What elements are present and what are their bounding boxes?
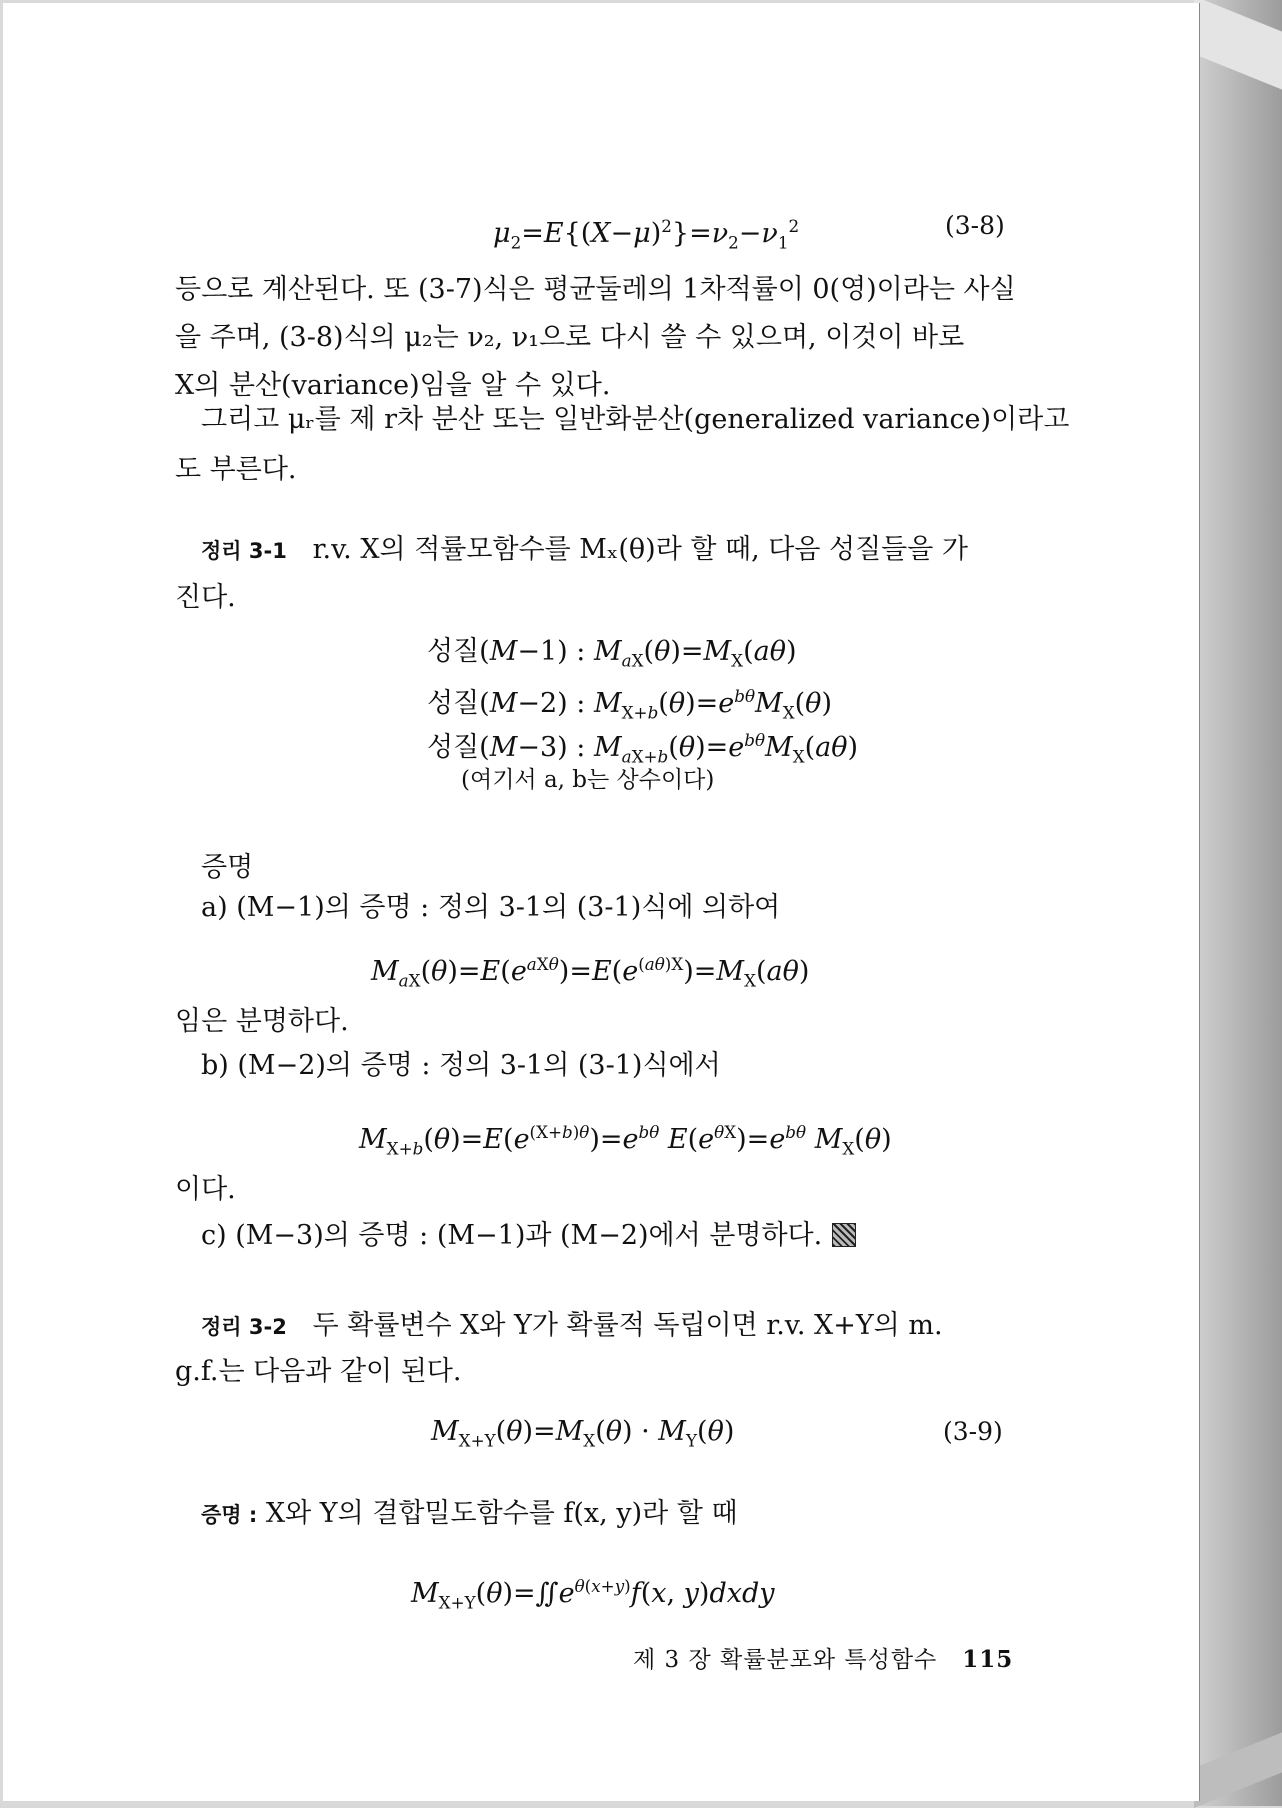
proof-1-c-line: c) (M−3)의 증명 : (M−1)과 (M−2)에서 분명하다. bbox=[201, 1220, 823, 1251]
theorem-3-1-line-1: r.v. X의 적률모함수를 Mₓ(θ)라 할 때, 다음 성질들을 가 bbox=[312, 534, 969, 565]
chapter-title: 제 3 장 확률분포와 특성함수 bbox=[633, 1647, 938, 1673]
proof-2-label: 증명 : bbox=[201, 1503, 258, 1527]
proof-1-b-equation: $M_{X+b}(\theta)=E(e^{(X+b)\theta})=e^{b\theta}$ $E(e^{\theta X})=e^{b\theta}$ $M_X(\theta)$ bbox=[359, 1122, 892, 1159]
proof-1-a-line: a) (M−1)의 증명 : 정의 3-1의 (3-1)식에 의하여 bbox=[201, 892, 781, 923]
theorem-3-1-note: (여기서 a, b는 상수이다) bbox=[461, 767, 715, 793]
equation-number-3-8: (3-8) bbox=[945, 211, 1005, 240]
equation-3-8: $\mu_2=E\{(X-\mu)^2\}=\nu_2-\nu_1^2$ bbox=[493, 216, 800, 253]
theorem-3-1-label: 정리 3-1 bbox=[201, 539, 287, 563]
proof-1-a-end: 임은 분명하다. bbox=[175, 1006, 349, 1037]
property-m3: 성질(M−3) : $M_{aX+b}(\theta)=e^{b\theta}M_X(a\theta)$ bbox=[427, 730, 859, 767]
book-page-stack bbox=[1196, 0, 1282, 1806]
page-footer bbox=[633, 1641, 1013, 1674]
theorem-3-2-label: 정리 3-2 bbox=[201, 1315, 287, 1339]
proof-1-b-line: b) (M−2)의 증명 : 정의 3-1의 (3-1)식에서 bbox=[201, 1050, 721, 1081]
equation-3-9: $M_{X+Y}(\theta)=M_X(\theta) \cdot M_Y(\theta)$ bbox=[431, 1416, 735, 1451]
document-page bbox=[3, 3, 1199, 1801]
paragraph-1-line-1: 등으로 계산된다. 또 (3-7)식은 평균둘레의 1차적률이 0(영)이라는 사실 bbox=[175, 274, 1016, 305]
page-number: 115 bbox=[962, 1646, 1014, 1673]
proof-1-a-equation: $M_{aX}(\theta)=E(e^{aX\theta})=E(e^{(a\theta)X})=M_X(a\theta)$ bbox=[371, 954, 810, 991]
paragraph-1-line-2: 을 주며, (3-8)식의 μ₂는 ν₂, ν₁으로 다시 쓸 수 있으며, 이것이 바로 bbox=[175, 322, 965, 353]
paragraph-2-line-2: 도 부른다. bbox=[175, 454, 297, 485]
theorem-3-2-line-1: 두 확률변수 X와 Y가 확률적 독립이면 r.v. X+Y의 m. bbox=[312, 1310, 943, 1341]
property-m2: 성질(M−2) : $M_{X+b}(\theta)=e^{b\theta}M_X(\theta)$ bbox=[427, 686, 832, 723]
equation-number-3-9: (3-9) bbox=[943, 1417, 1003, 1446]
proof-2-line: X와 Y의 결합밀도함수를 f(x, y)라 할 때 bbox=[265, 1498, 738, 1529]
theorem-3-2-line-2: g.f.는 다음과 같이 된다. bbox=[175, 1356, 462, 1387]
theorem-3-1-line-2: 진다. bbox=[175, 582, 236, 613]
paragraph-1-line-3: X의 분산(variance)임을 알 수 있다. bbox=[175, 370, 611, 401]
stack-bottom-edge bbox=[1194, 1732, 1282, 1808]
paragraph-2-line-1: 그리고 μᵣ를 제 r차 분산 또는 일반화분산(generalized variance)이라고 bbox=[201, 404, 1070, 435]
proof-1-label: 증명 bbox=[201, 852, 254, 883]
stack-top-edge bbox=[1194, 0, 1282, 90]
proof-2-equation: $M_{X+Y}(\theta)=∬e^{\theta(x+y)}f(x$, y)dxdy bbox=[411, 1576, 775, 1613]
property-m1: 성질(M−1) : $M_{aX}(\theta)=M_X(a\theta)$ bbox=[427, 636, 797, 671]
qed-square-icon bbox=[832, 1223, 856, 1247]
proof-1-b-end: 이다. bbox=[175, 1174, 236, 1205]
